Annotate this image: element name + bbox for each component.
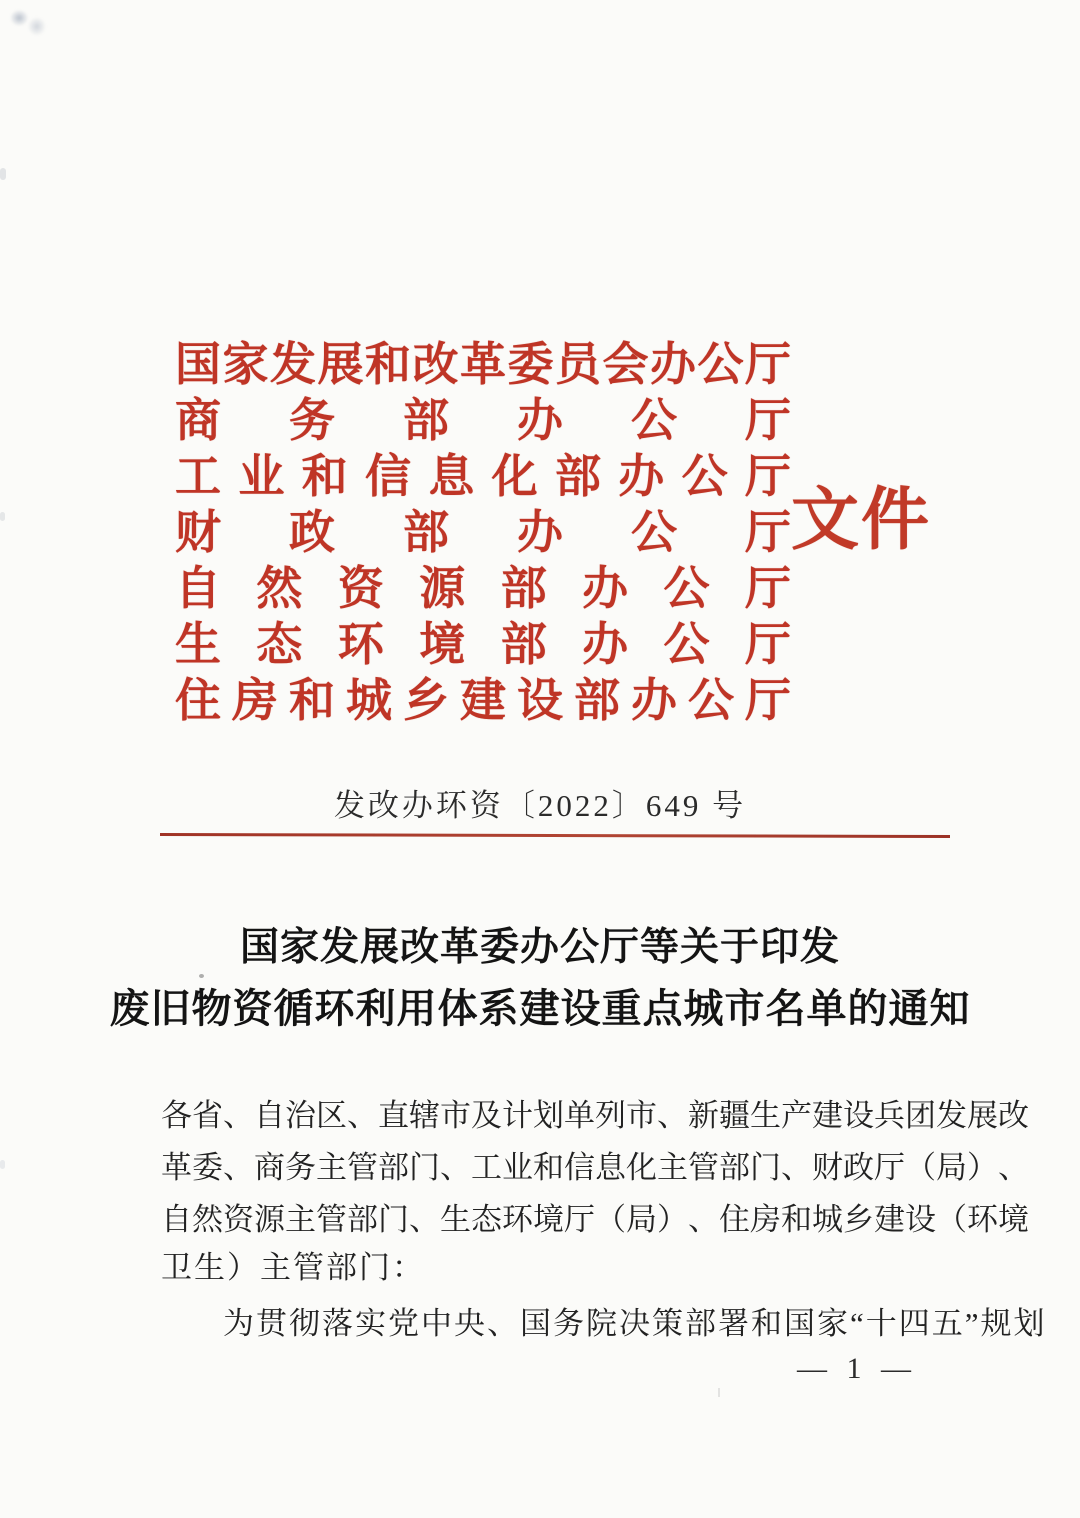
issuer-line-mofcom: 商 务 部 办 公 厅 [175,395,791,446]
red-divider-line [160,833,950,838]
issuer-line-mof: 财 政 部 办 公 厅 [175,507,791,558]
issuer-line-mee: 生 态 环 境 部 办 公 厅 [175,619,791,670]
document-title-line2: 废旧物资循环利用体系建设重点城市名单的通知 [109,986,971,1031]
doc-type-label: 文件 [791,482,932,558]
scan-artifact-speck [0,512,5,521]
scan-artifact-smudge [6,6,50,40]
recipients-line-3: 自 然 资 源 主 管 部 门 、 生 态 环 境 厅 （ 局 ） 、 住 房 和 城 乡 建 设 （ 环 境 [161,1201,1029,1237]
scan-artifact-speck [0,1160,5,1169]
recipients-line-2: 革 委 、 商 务 主 管 部 门 、 工 业 和 信 息 化 主 管 部 门 、 财 政 厅 （ 局 ） 、 [161,1149,1029,1185]
document-title [0,924,1080,1034]
scan-artifact-tick [718,1388,720,1397]
issuer-line-miit: 工 业 和 信 息 化 部 办 公 厅 [175,451,791,502]
red-letterhead [175,333,791,725]
recipients-line-1: 各 省 、 自 治 区 、 直 辖 市 及 计 划 单 列 市 、 新 疆 生 产 建 设 兵 团 发 展 改 [161,1097,1029,1133]
recipients-line-4: 卫生）主管部门： [161,1250,425,1285]
issuer-line-mohurd: 住 房 和 城 乡 建 设 部 办 公 厅 [175,675,791,726]
document-body [161,1086,1047,1350]
body-paragraph-1: 为贯彻落实党中央、国务院决策部署和国家“十四五”规划 [223,1306,1047,1341]
doc-number: 发改办环资〔2022〕649 号 [333,788,747,823]
issuer-line-ndrc: 国 家 发 展 和 改 革 委 员 会 办 公 厅 [175,339,791,390]
scan-artifact-speck [0,168,6,180]
issuer-line-mnr: 自 然 资 源 部 办 公 厅 [175,563,791,614]
page-number: — 1 — [797,1352,917,1385]
document-title-line1: 国家发展改革委办公厅等关于印发 [239,926,840,969]
